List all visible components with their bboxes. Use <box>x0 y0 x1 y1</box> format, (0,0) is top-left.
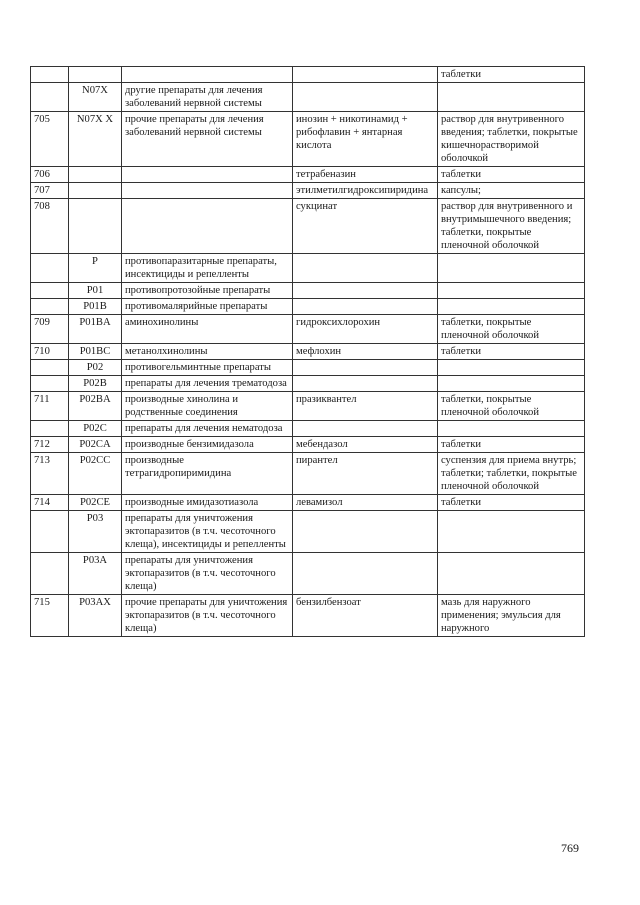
substance-cell <box>293 360 438 376</box>
dosage-form-cell: мазь для наружного применения; эмульсия для наружного <box>438 595 585 637</box>
atc-code-cell: P01BA <box>69 315 122 344</box>
table-row <box>31 595 585 637</box>
row-number-cell <box>31 553 69 595</box>
table-row <box>31 67 585 83</box>
row-number-cell: 712 <box>31 437 69 453</box>
atc-code-cell: P03A <box>69 553 122 595</box>
group-name-cell: аминохинолины <box>122 315 293 344</box>
atc-code-cell: N07X <box>69 83 122 112</box>
dosage-form-cell: таблетки <box>438 67 585 83</box>
substance-cell: мебендазол <box>293 437 438 453</box>
drug-table-body <box>31 67 585 637</box>
substance-cell: пирантел <box>293 453 438 495</box>
row-number-cell: 711 <box>31 392 69 421</box>
group-name-cell: производные бензимидазола <box>122 437 293 453</box>
atc-code-cell: P02CC <box>69 453 122 495</box>
substance-cell: мефлохин <box>293 344 438 360</box>
dosage-form-cell: суспензия для приема внутрь; таблетки; таблетки, покрытые пленочной оболочкой <box>438 453 585 495</box>
table-row <box>31 83 585 112</box>
row-number-cell: 708 <box>31 199 69 254</box>
row-number-cell: 705 <box>31 112 69 167</box>
row-number-cell <box>31 83 69 112</box>
group-name-cell <box>122 67 293 83</box>
row-number-cell: 714 <box>31 495 69 511</box>
dosage-form-cell <box>438 376 585 392</box>
row-number-cell <box>31 376 69 392</box>
dosage-form-cell: таблетки <box>438 437 585 453</box>
substance-cell <box>293 83 438 112</box>
dosage-form-cell <box>438 421 585 437</box>
group-name-cell: препараты для уничтожения эктопаразитов (в т.ч. чесоточного клеща) <box>122 553 293 595</box>
table-row <box>31 421 585 437</box>
row-number-cell <box>31 67 69 83</box>
atc-code-cell <box>69 199 122 254</box>
group-name-cell <box>122 167 293 183</box>
row-number-cell: 710 <box>31 344 69 360</box>
row-number-cell: 706 <box>31 167 69 183</box>
dosage-form-cell <box>438 83 585 112</box>
page-number: 769 <box>561 841 579 855</box>
atc-code-cell: P02 <box>69 360 122 376</box>
dosage-form-cell: капсулы; <box>438 183 585 199</box>
row-number-cell: 709 <box>31 315 69 344</box>
dosage-form-cell <box>438 553 585 595</box>
dosage-form-cell: раствор для внутривенного и внутримышечного введения; таблетки, покрытые пленочной оболочкой <box>438 199 585 254</box>
substance-cell <box>293 421 438 437</box>
substance-cell: инозин + никотинамид + рибофлавин + янтарная кислота <box>293 112 438 167</box>
group-name-cell <box>122 183 293 199</box>
row-number-cell <box>31 254 69 283</box>
row-number-cell: 713 <box>31 453 69 495</box>
table-row <box>31 112 585 167</box>
group-name-cell: препараты для лечения трематодоза <box>122 376 293 392</box>
dosage-form-cell: таблетки <box>438 495 585 511</box>
group-name-cell: производные имидазотиазола <box>122 495 293 511</box>
drug-table <box>30 66 585 637</box>
row-number-cell <box>31 299 69 315</box>
atc-code-cell: P02CA <box>69 437 122 453</box>
group-name-cell: противогельминтные препараты <box>122 360 293 376</box>
atc-code-cell <box>69 167 122 183</box>
group-name-cell: прочие препараты для уничтожения эктопаразитов (в т.ч. чесоточного клеща) <box>122 595 293 637</box>
row-number-cell <box>31 360 69 376</box>
atc-code-cell: P03AX <box>69 595 122 637</box>
substance-cell: сукцинат <box>293 199 438 254</box>
substance-cell: бензилбензоат <box>293 595 438 637</box>
row-number-cell <box>31 421 69 437</box>
dosage-form-cell: таблетки <box>438 167 585 183</box>
dosage-form-cell: таблетки <box>438 344 585 360</box>
row-number-cell <box>31 511 69 553</box>
substance-cell: левамизол <box>293 495 438 511</box>
atc-code-cell: P01 <box>69 283 122 299</box>
atc-code-cell: P01BC <box>69 344 122 360</box>
row-number-cell: 707 <box>31 183 69 199</box>
group-name-cell: препараты для уничтожения эктопаразитов (в т.ч. чесоточного клеща), инсектициды и репелленты <box>122 511 293 553</box>
group-name-cell <box>122 199 293 254</box>
table-row <box>31 183 585 199</box>
table-row <box>31 392 585 421</box>
table-row <box>31 199 585 254</box>
table-row <box>31 511 585 553</box>
atc-code-cell: P <box>69 254 122 283</box>
table-row <box>31 344 585 360</box>
atc-code-cell: P03 <box>69 511 122 553</box>
substance-cell: тетрабеназин <box>293 167 438 183</box>
atc-code-cell: P02C <box>69 421 122 437</box>
dosage-form-cell: раствор для внутривенного введения; таблетки, покрытые кишечнорастворимой оболочкой <box>438 112 585 167</box>
atc-code-cell: P01B <box>69 299 122 315</box>
substance-cell <box>293 283 438 299</box>
group-name-cell: препараты для лечения нематодоза <box>122 421 293 437</box>
table-row <box>31 283 585 299</box>
group-name-cell: другие препараты для лечения заболеваний нервной системы <box>122 83 293 112</box>
atc-code-cell <box>69 67 122 83</box>
group-name-cell: производные хинолина и родственные соединения <box>122 392 293 421</box>
dosage-form-cell <box>438 299 585 315</box>
substance-cell <box>293 299 438 315</box>
table-row <box>31 299 585 315</box>
atc-code-cell: P02BA <box>69 392 122 421</box>
table-row <box>31 167 585 183</box>
group-name-cell: производные тетрагидропиримидина <box>122 453 293 495</box>
substance-cell <box>293 376 438 392</box>
dosage-form-cell: таблетки, покрытые пленочной оболочкой <box>438 315 585 344</box>
table-row <box>31 495 585 511</box>
group-name-cell: противомалярийные препараты <box>122 299 293 315</box>
substance-cell <box>293 254 438 283</box>
substance-cell <box>293 67 438 83</box>
dosage-form-cell <box>438 511 585 553</box>
dosage-form-cell: таблетки, покрытые пленочной оболочкой <box>438 392 585 421</box>
group-name-cell: прочие препараты для лечения заболеваний нервной системы <box>122 112 293 167</box>
table-row <box>31 254 585 283</box>
group-name-cell: противопротозойные препараты <box>122 283 293 299</box>
substance-cell <box>293 553 438 595</box>
dosage-form-cell <box>438 254 585 283</box>
table-row <box>31 553 585 595</box>
table-row <box>31 360 585 376</box>
dosage-form-cell <box>438 283 585 299</box>
table-row <box>31 315 585 344</box>
atc-code-cell: P02B <box>69 376 122 392</box>
atc-code-cell: N07X X <box>69 112 122 167</box>
dosage-form-cell <box>438 360 585 376</box>
table-row <box>31 453 585 495</box>
table-row <box>31 376 585 392</box>
row-number-cell <box>31 283 69 299</box>
atc-code-cell <box>69 183 122 199</box>
group-name-cell: метанолхинолины <box>122 344 293 360</box>
substance-cell: этилметилгидроксипиридина <box>293 183 438 199</box>
atc-code-cell: P02CE <box>69 495 122 511</box>
substance-cell: празиквантел <box>293 392 438 421</box>
row-number-cell: 715 <box>31 595 69 637</box>
substance-cell <box>293 511 438 553</box>
substance-cell: гидроксихлорохин <box>293 315 438 344</box>
table-row <box>31 437 585 453</box>
group-name-cell: противопаразитарные препараты, инсектициды и репелленты <box>122 254 293 283</box>
